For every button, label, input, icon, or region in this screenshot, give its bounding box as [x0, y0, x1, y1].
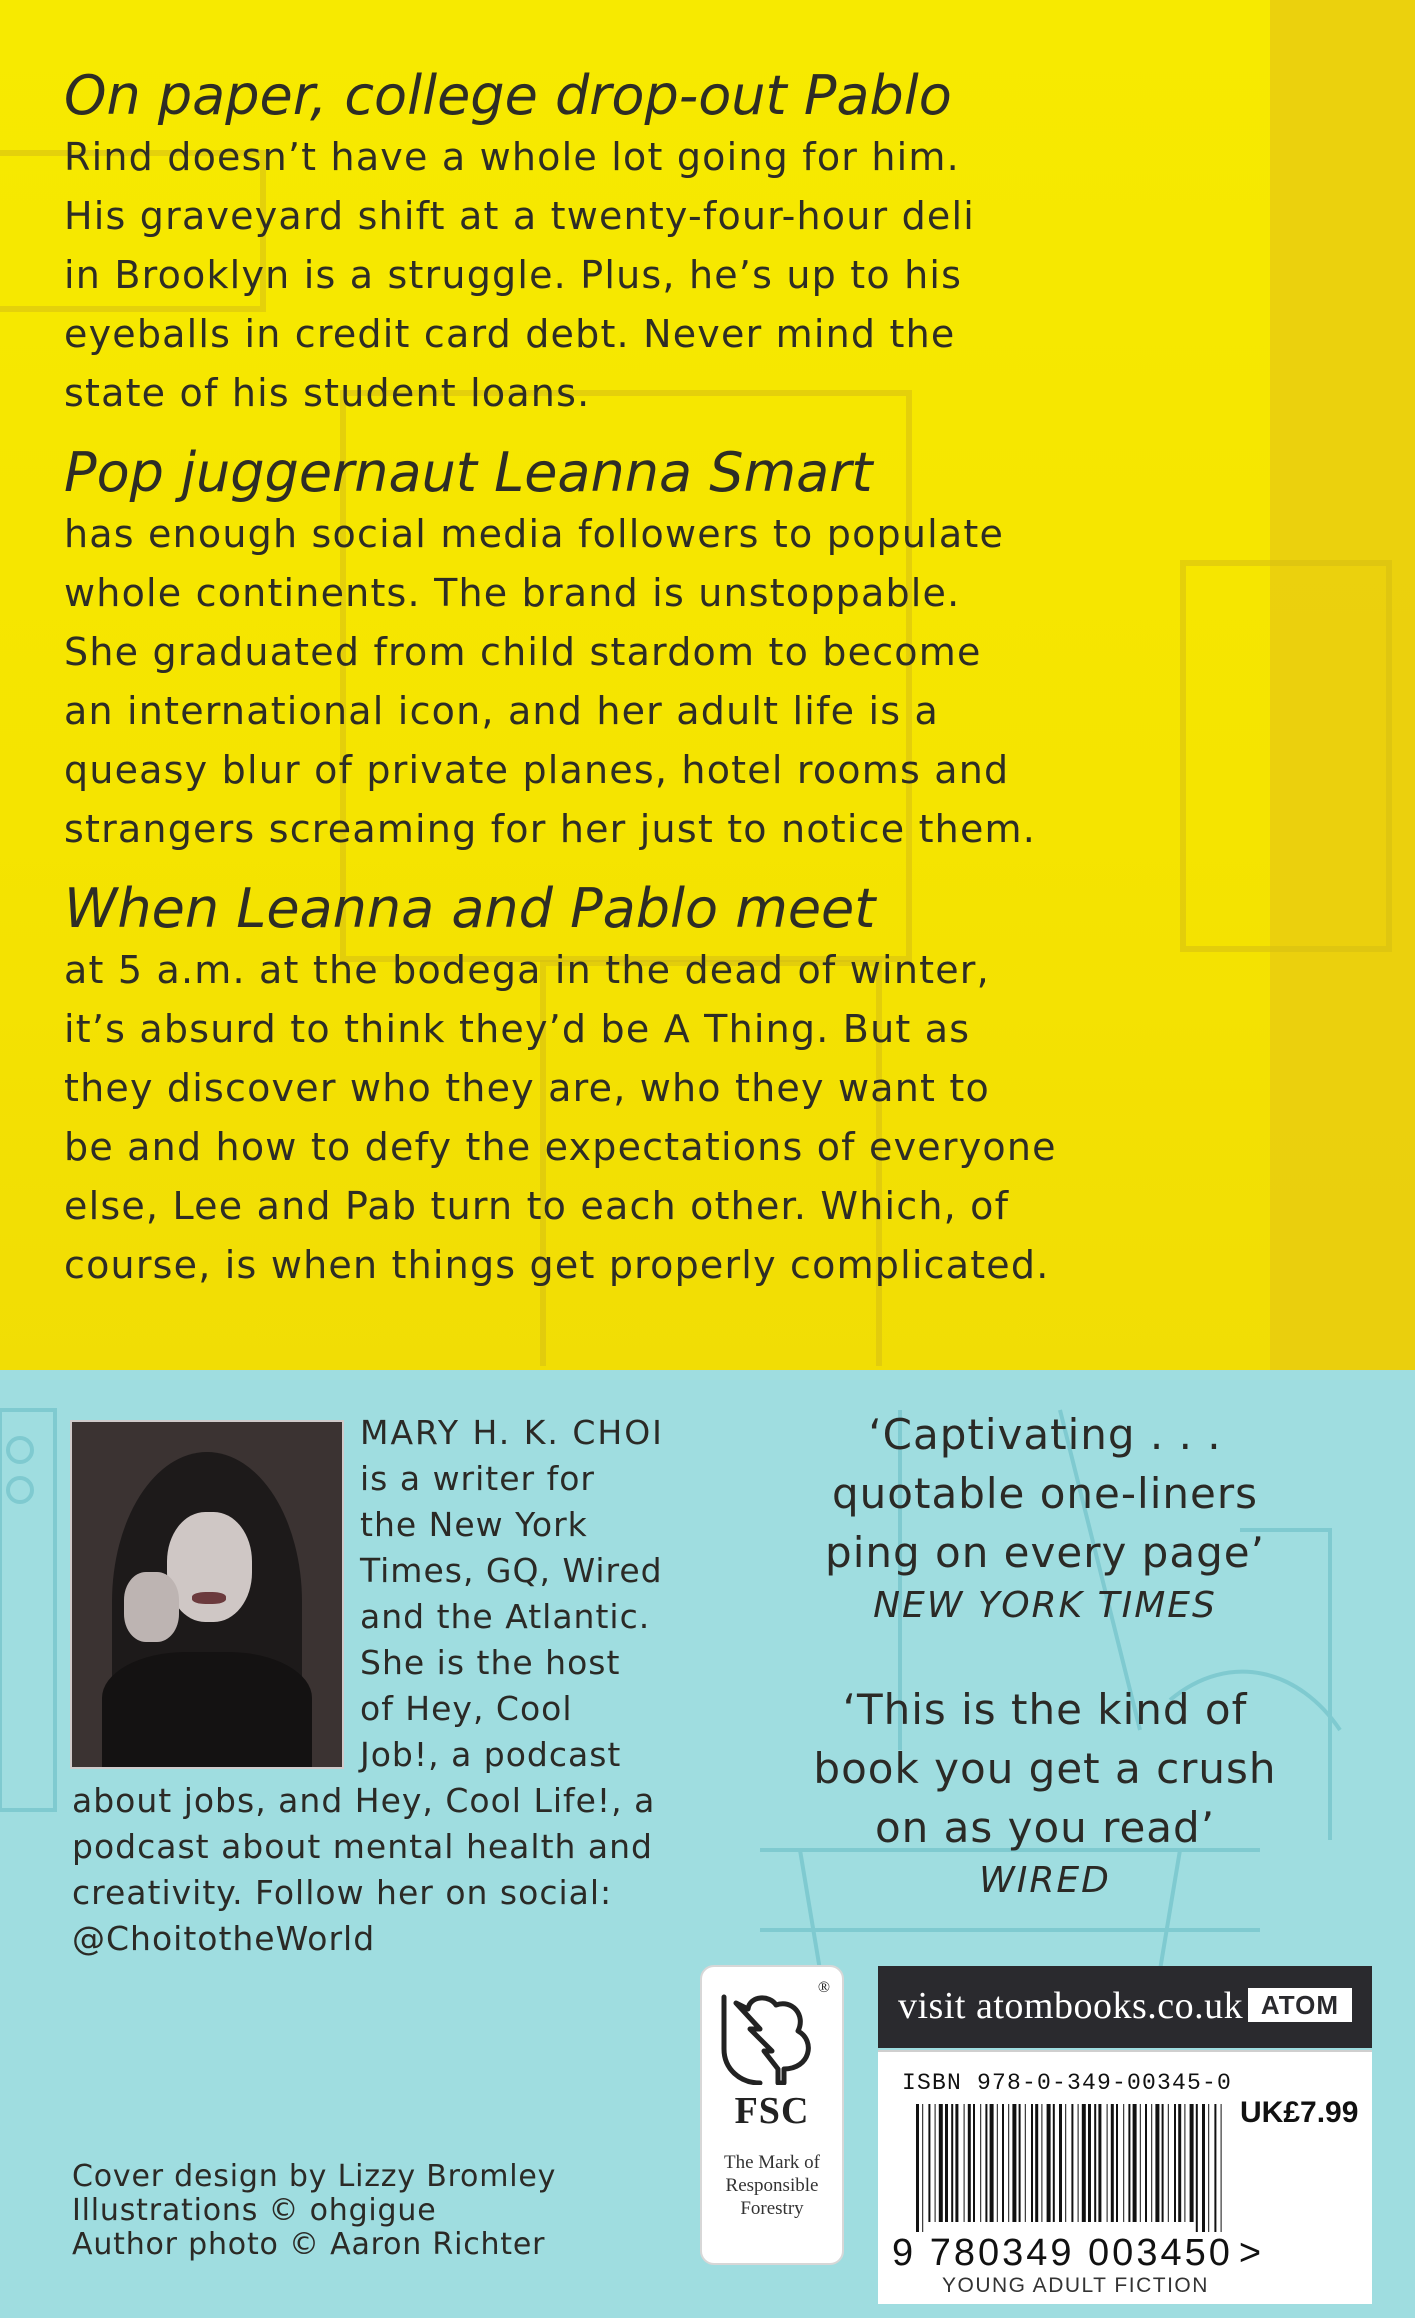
blurb-paragraph-2: has enough social media followers to populate whole continents. The brand is unstoppable. She graduated from child stardom to become an international icon, and her adult life is a queasy blur of private planes, hotel rooms and strangers screaming for her just to notice them. — [64, 512, 1037, 851]
atom-logo: ATOM — [1248, 1988, 1352, 2022]
fsc-tagline: The Mark of Responsible Forestry — [723, 2152, 821, 2219]
barcode-bar — [1059, 2104, 1062, 2222]
credit-line: Author photo © Aaron Richter — [72, 2227, 546, 2262]
barcode-panel — [878, 2050, 1372, 2304]
bio-line: of Hey, Cool — [360, 1689, 573, 1728]
bio-line: about jobs, and Hey, Cool Life!, a — [72, 1781, 656, 1820]
review-quote: ‘Captivating . . . quotable one-liners ping on every page’ — [825, 1410, 1265, 1577]
fsc-logo — [700, 1965, 844, 2265]
barcode-bar — [1065, 2104, 1066, 2222]
barcode-bar — [945, 2104, 948, 2222]
barcode-bars — [916, 2104, 1226, 2232]
blurb-paragraph-1: Rind doesn’t have a whole lot going for him. His graveyard shift at a twenty-four-hour deli in Brooklyn is a struggle. Plus, he’s up to his eyeballs in credit card debt. Never mind the state of his student loans. — [64, 135, 976, 415]
bio-line: is a writer for — [360, 1459, 595, 1498]
isbn-text: ISBN 978-0-349-00345-0 — [902, 2070, 1233, 2096]
barcode-digits: 9 780349 003450 > — [892, 2232, 1265, 2274]
barcode-bar — [1088, 2104, 1091, 2222]
barcode-bar — [1012, 2104, 1016, 2222]
barcode-bar — [1184, 2104, 1185, 2222]
barcode-bar — [1078, 2104, 1079, 2222]
barcode-bar — [985, 2104, 987, 2222]
barcode-bar — [1107, 2104, 1108, 2222]
barcode-bar — [1053, 2104, 1055, 2222]
review-source: WIRED — [979, 1860, 1111, 1901]
bio-line: podcast about mental health and — [72, 1827, 653, 1866]
fsc-registered-mark: ® — [817, 1979, 830, 1996]
barcode-bar — [1151, 2104, 1152, 2222]
barcode-bar — [1162, 2104, 1164, 2222]
review-quote: ‘This is the kind of book you get a crush on as you read’ — [813, 1685, 1277, 1852]
author-photo-hand — [124, 1572, 179, 1642]
barcode-bar — [1208, 2104, 1209, 2232]
barcode-bar — [1116, 2104, 1118, 2222]
blurb-lead-2: Pop juggernaut Leanna Smart — [64, 441, 873, 504]
barcode-bar — [1202, 2104, 1205, 2232]
barcode-bar — [951, 2104, 953, 2222]
review-source: NEW YORK TIMES — [873, 1585, 1217, 1626]
barcode-bar — [997, 2104, 998, 2222]
barcode-bar — [916, 2104, 919, 2232]
barcode-bar — [1214, 2104, 1216, 2232]
barcode-bar — [1133, 2104, 1137, 2222]
author-photo-face — [167, 1512, 252, 1622]
review-quotes — [745, 1405, 1345, 1955]
barcode-bar — [1025, 2104, 1026, 2222]
bio-line: creativity. Follow her on social: — [72, 1873, 613, 1912]
bio-line: the New York — [360, 1505, 588, 1544]
credit-line: Cover design by Lizzy Bromley — [72, 2159, 557, 2194]
barcode-bar — [980, 2104, 981, 2222]
barcode-bar — [955, 2104, 958, 2222]
barcode-bar — [922, 2104, 923, 2232]
barcode-bar — [1145, 2104, 1147, 2222]
barcode-bar — [1168, 2104, 1169, 2222]
barcode-bar — [1041, 2104, 1042, 2222]
bio-line: Times, GQ, Wired — [360, 1551, 663, 1590]
barcode-bar — [1123, 2104, 1124, 2222]
barcode-bar — [1098, 2104, 1101, 2222]
barcode-bar — [1019, 2104, 1021, 2222]
barcode-bar — [1155, 2104, 1159, 2222]
barcode-bar — [1071, 2104, 1073, 2222]
fsc-label: FSC — [734, 2090, 810, 2132]
barcode-bar — [1047, 2104, 1051, 2222]
blurb-lead-1: On paper, college drop-out Pablo — [64, 64, 952, 127]
barcode-bar — [1082, 2104, 1086, 2222]
blurb-lead-3: When Leanna and Pablo meet — [64, 877, 876, 940]
blurb-paragraph-3: at 5 a.m. at the bodega in the dead of winter, it’s absurd to think they’d be A Thing. But as they discover who they are, who they want to be and how to defy the expectations of everyone else, Lee and Pab turn to each other. Which, of course, is when things get properly complicated. — [64, 948, 1057, 1287]
fsc-tree-icon — [720, 1989, 824, 2085]
bio-line: MARY H. K. CHOI — [360, 1413, 664, 1452]
barcode-bar — [1002, 2104, 1004, 2222]
barcode-bar — [1174, 2104, 1176, 2222]
credit-line: Illustrations © ohgigue — [72, 2193, 437, 2228]
barcode-bar — [939, 2104, 943, 2222]
bio-line: Job!, a podcast — [360, 1735, 622, 1774]
barcode-bar — [1035, 2104, 1038, 2222]
barcode-bar — [1196, 2104, 1198, 2232]
barcode-bar — [1128, 2104, 1130, 2222]
barcode-bar — [1031, 2104, 1033, 2222]
publisher-website[interactable]: visit atombooks.co.uk — [898, 1985, 1244, 2027]
barcode-bar — [1140, 2104, 1141, 2222]
author-photo — [70, 1420, 344, 1769]
barcode-bar — [928, 2104, 930, 2222]
barcode-bar — [1221, 2104, 1222, 2232]
barcode-bar — [1178, 2104, 1181, 2222]
barcode-bar — [1111, 2104, 1114, 2222]
bio-line: and the Atlantic. — [360, 1597, 651, 1636]
bio-line: @ChoitotheWorld — [72, 1919, 376, 1958]
barcode-bar — [1094, 2104, 1096, 2222]
cover-credits — [72, 2160, 556, 2262]
bio-line: She is the host — [360, 1643, 621, 1682]
blurb — [64, 64, 1204, 1313]
barcode-bar — [964, 2104, 965, 2222]
barcode-bar — [935, 2104, 936, 2222]
author-photo-lips — [192, 1592, 226, 1604]
genre-label: YOUNG ADULT FICTION — [942, 2274, 1209, 2297]
barcode-bar — [973, 2104, 975, 2222]
price-label: UK£7.99 — [1240, 2096, 1359, 2129]
barcode-bar — [968, 2104, 971, 2222]
author-photo-body — [102, 1652, 312, 1767]
barcode-bar — [1190, 2104, 1194, 2222]
barcode-bar — [1008, 2104, 1009, 2222]
illustration-frame-right — [1180, 560, 1392, 952]
barcode-bar — [990, 2104, 994, 2222]
publisher-banner — [878, 1966, 1372, 2048]
